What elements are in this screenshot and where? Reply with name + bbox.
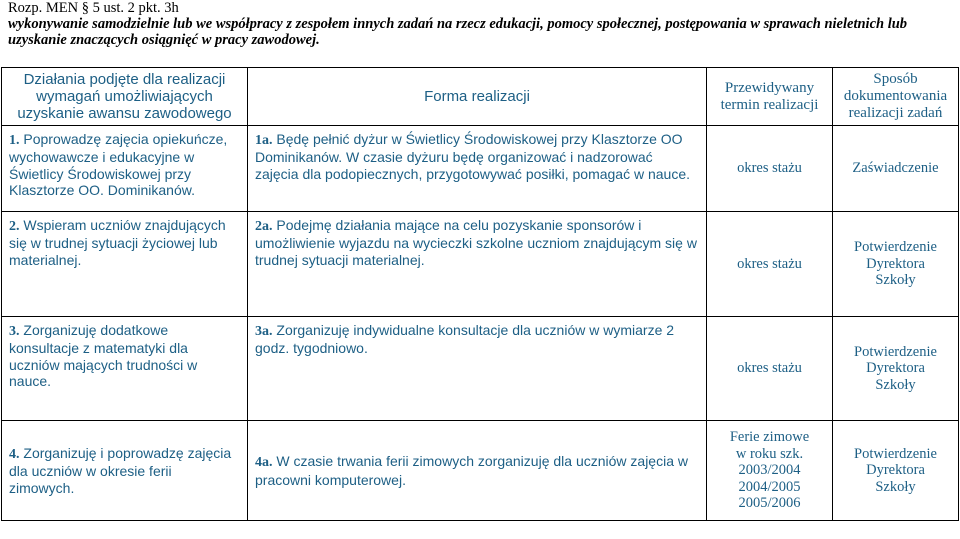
term-line: w roku szk. <box>735 445 804 462</box>
documentation-cell <box>833 212 959 317</box>
table-row <box>2 126 959 212</box>
documentation-cell <box>833 421 959 521</box>
term-line: Ferie zimowe <box>729 429 810 446</box>
documentation-line: Potwierdzenie <box>854 343 937 360</box>
action-number: 1. <box>9 133 20 148</box>
action-text: Poprowadzę zajęcia opiekuńcze, wychowawcze i edukacyjne w Świetlicy Środowiskowej przy Klasztorze OO. Dominikanów. <box>9 131 228 199</box>
form-text: Podejmę działania mające na celu pozyskanie sponsorów i umożliwienie wyjazdu na wycieczki szkolne uczniom znajdującym się w trudnej sytuacji materialnej. <box>255 217 697 268</box>
action-text: Wspieram uczniów znajdujących się w trudnej sytuacji życiowej lub materialnej. <box>9 217 226 268</box>
action-cell <box>2 317 248 421</box>
term-cell <box>707 421 833 521</box>
documentation-cell <box>833 126 959 212</box>
documentation-line: Potwierdzenie <box>854 239 937 256</box>
form-number: 1a. <box>255 133 273 148</box>
documentation-line: Szkoły <box>875 376 916 393</box>
term-line: 2005/2006 <box>738 495 801 512</box>
action-text: Zorganizuję i poprowadzę zajęcia dla uczniów w okresie ferii zimowych. <box>9 444 232 496</box>
action-number: 2. <box>9 219 20 234</box>
column-header-actions: Działania podjęte dla realizacji wymagań umożliwiających uzyskanie awansu zawodowego <box>2 68 248 126</box>
term-line: okres stażu <box>737 160 802 177</box>
documentation-line: Dyrektora <box>866 255 925 272</box>
action-number: 3. <box>9 324 20 339</box>
table-row <box>2 421 959 521</box>
term-line: 2004/2005 <box>738 478 801 495</box>
action-cell <box>2 212 248 317</box>
form-number: 4a. <box>255 455 273 471</box>
documentation-line: Dyrektora <box>866 360 925 377</box>
form-text: W czasie trwania ferii zimowych zorganizuję dla uczniów zajęcia w pracowni komputerowej. <box>255 453 688 488</box>
form-number: 2a. <box>255 219 273 234</box>
form-number: 3a. <box>255 324 273 339</box>
column-header-documentation: Sposób dokumentowania realizacji zadań <box>833 68 959 126</box>
action-cell <box>2 421 248 521</box>
action-text: Zorganizuję dodatkowe konsultacje z matematyki dla uczniów mających trudności w nauce. <box>9 322 198 390</box>
term-line: okres stażu <box>737 255 802 272</box>
table-row <box>2 317 959 421</box>
documentation-line: Dyrektora <box>866 462 925 479</box>
form-cell <box>248 126 707 212</box>
action-cell <box>2 126 248 212</box>
term-cell <box>707 317 833 421</box>
documentation-line: Szkoły <box>875 478 916 495</box>
document-reference: Rozp. MEN § 5 ust. 2 pkt. 3h <box>8 0 179 16</box>
column-header-term: Przewidywany termin realizacji <box>707 68 833 126</box>
plan-table <box>1 67 959 521</box>
requirement-description: wykonywanie samodzielnie lub we współpracy z zespołem innych zadań na rzecz edukacji, pomocy społecznej, postępowania w sprawach nieletnich lub uzyskanie znaczących osiągnięć w pracy zawodowej. <box>8 16 908 48</box>
table-header-row <box>2 68 959 126</box>
term-cell <box>707 126 833 212</box>
form-text: Zorganizuję indywidualne konsultacje dla uczniów w wymiarze 2 godz. tygodniowo. <box>255 322 675 357</box>
term-line: 2003/2004 <box>738 462 801 479</box>
documentation-cell <box>833 317 959 421</box>
action-number: 4. <box>9 446 20 462</box>
form-cell <box>248 212 707 317</box>
table-row <box>2 212 959 317</box>
form-text: Będę pełnić dyżur w Świetlicy Środowiskowej przy Klasztorze OO Dominikanów. W czasie dyżuru będę organizować i nadzorować zajęcia dla podopiecznych, przygotowywać posiłki, pomagać w nauce. <box>255 131 691 182</box>
documentation-line: Szkoły <box>875 272 916 289</box>
documentation-line: Zaświadczenie <box>852 160 939 177</box>
form-cell <box>248 421 707 521</box>
documentation-line: Potwierdzenie <box>854 445 937 462</box>
form-cell <box>248 317 707 421</box>
term-line: okres stażu <box>737 360 802 377</box>
term-cell <box>707 212 833 317</box>
column-header-form: Forma realizacji <box>248 68 707 126</box>
